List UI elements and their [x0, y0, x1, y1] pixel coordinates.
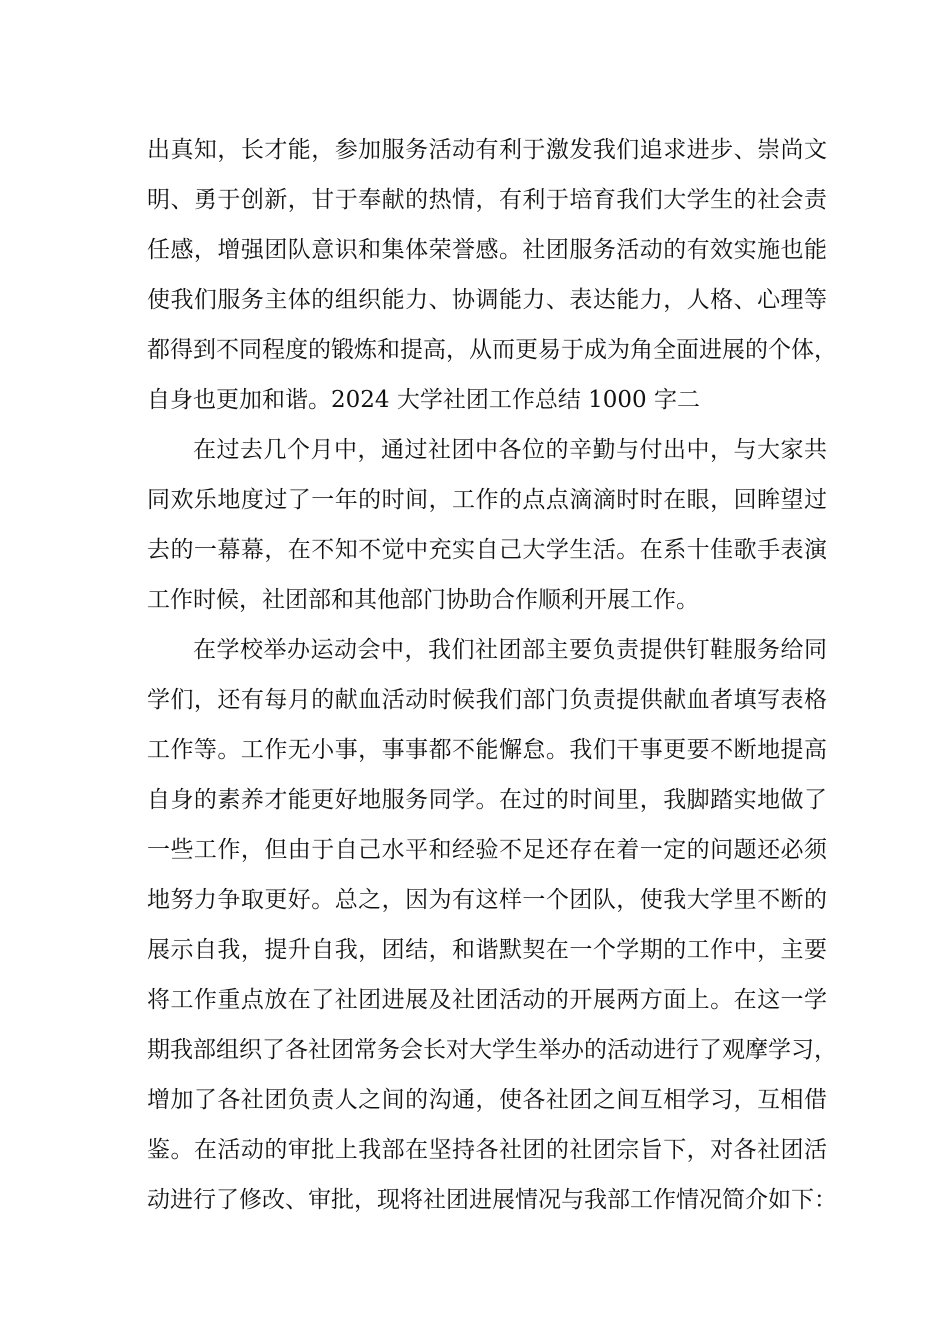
text-line: 期我部组织了各社团常务会长对大学生举办的活动进行了观摩学习， — [147, 1037, 837, 1063]
text-line: 一些工作，但由于自己水平和经验不足还存在着一定的问题还必须 — [147, 837, 827, 863]
text-line: 出真知，长才能，参加服务活动有利于激发我们追求进步、崇尚文 — [147, 137, 827, 163]
text-line: 去的一幕幕，在不知不觉中充实自己大学生活。在系十佳歌手表演 — [147, 537, 827, 563]
text-line: 学们，还有每月的献血活动时候我们部门负责提供献血者填写表格 — [147, 687, 827, 713]
text-line: 地努力争取更好。总之，因为有这样一个团队，使我大学里不断的 — [147, 887, 827, 913]
text-line: 明、勇于创新，甘于奉献的热情，有利于培育我们大学生的社会责 — [147, 187, 827, 213]
paragraph-first-line: 在过去几个月中，通过社团中各位的辛勤与付出中，与大家共 — [193, 437, 827, 463]
paragraph-first-line: 在学校举办运动会中，我们社团部主要负责提供钉鞋服务给同 — [193, 637, 827, 663]
text-line: 工作等。工作无小事，事事都不能懈怠。我们干事更要不断地提高 — [147, 737, 827, 763]
text-line: 增加了各社团负责人之间的沟通，使各社团之间互相学习，互相借 — [147, 1087, 827, 1113]
text-line: 同欢乐地度过了一年的时间，工作的点点滴滴时时在眼，回眸望过 — [147, 487, 827, 513]
text-line: 任感，增强团队意识和集体荣誉感。社团服务活动的有效实施也能 — [147, 237, 827, 263]
text-line: 使我们服务主体的组织能力、协调能力、表达能力，人格、心理等 — [147, 287, 827, 313]
text-line: 将工作重点放在了社团进展及社团活动的开展两方面上。在这一学 — [147, 987, 827, 1013]
text-line: 动进行了修改、审批，现将社团进展情况与我部工作情况简介如下： — [147, 1187, 837, 1213]
text-line: 展示自我，提升自我，团结，和谐默契在一个学期的工作中，主要 — [147, 937, 827, 963]
text-line: 自身的素养才能更好地服务同学。在过的时间里，我脚踏实地做了 — [147, 787, 827, 813]
text-line: 鉴。在活动的审批上我部在坚持各社团的社团宗旨下，对各社团活 — [147, 1137, 827, 1163]
text-line: 都得到不同程度的锻炼和提高，从而更易于成为角全面进展的个体， — [147, 337, 837, 363]
text-line: 自身也更加和谐。2024 大学社团工作总结 1000 字二 — [147, 387, 700, 413]
text-line: 工作时候，社团部和其他部门协助合作顺利开展工作。 — [147, 587, 699, 613]
